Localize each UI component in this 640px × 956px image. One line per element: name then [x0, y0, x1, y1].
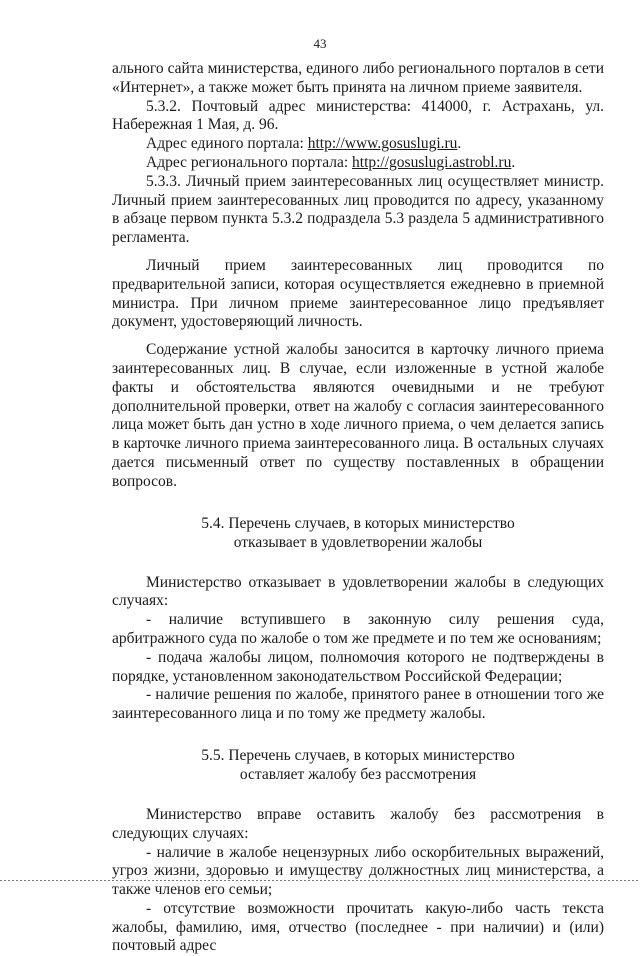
scan-edge-line [0, 880, 640, 881]
document-body [112, 60, 604, 956]
list-item: - наличие вступившего в законную силу решения суда, арбитражного суда по жалобе о том же предмете и по тем же основаниям; [112, 611, 604, 647]
list-item: - наличие решения по жалобе, принятого ранее в отношении того же заинтересованного лица и по тому же предмету жалобы. [112, 686, 604, 723]
label-text: Адрес регионального портала: [146, 153, 353, 171]
paragraph-postal-address: 5.3.2. Почтовый адрес министерства: 414000, г. Астрахань, ул. Набережная 1 Мая, д. 96. [112, 97, 604, 134]
regional-portal-link[interactable]: http://gosuslugi.astrobl.ru [352, 153, 512, 171]
paragraph: 5.3.3. Личный прием заинтересованных лиц осуществляет министр. Личный прием заинтересованных лиц проводится по адресу, указанному в абзаце первом пункта 5.3.2 подраздела 5.3 раздела 5 административного регламента. [112, 172, 604, 247]
page-number: 43 [313, 36, 327, 51]
punctuation: . [457, 135, 462, 153]
punctuation: . [511, 153, 516, 171]
heading-line: 5.5. Перечень случаев, в которых министерство [201, 746, 515, 764]
paragraph: Министерство вправе оставить жалобу без рассмотрения в следующих случаях: [112, 805, 604, 842]
heading-line: 5.4. Перечень случаев, в которых министерство [201, 514, 515, 532]
list-item: - наличие в жалобе нецензурных либо оскорбительных выражений, угроз жизни, здоровью и имуществу должностных лиц министерства, а также членов его семьи; [112, 843, 604, 899]
paragraph-unified-portal [112, 135, 604, 154]
label-text: Адрес единого портала: [146, 135, 308, 153]
paragraph: Личный прием заинтересованных лиц проводится по предварительной записи, которая осуществляется ежедневно в приемной министра. При личном приеме заинтересованное лицо предъявляет документ, удостоверяющий личность. [112, 256, 604, 331]
list-item: - подача жалобы лицом, полномочия которого не подтверждены в порядке, установленном законодательством Российской Федерации; [112, 648, 604, 685]
unified-portal-link[interactable]: http://www.gosuslugi.ru [307, 135, 458, 153]
paragraph-regional-portal [112, 154, 604, 173]
list-item: - отсутствие возможности прочитать какую-либо часть текста жалобы, фамилию, имя, отчество (последнее - при наличии) и (или) почтовый адрес [112, 899, 604, 955]
section-heading-5-5 [112, 746, 604, 784]
heading-line: отказывает в удовлетворении жалобы [233, 533, 483, 551]
section-heading-5-4 [112, 514, 604, 552]
heading-line: оставляет жалобу без рассмотрения [239, 765, 477, 783]
paragraph: ального сайта министерства, единого либо регионального порталов в сети «Интернет», а также может быть принята на личном приеме заявителя. [112, 60, 604, 96]
paragraph: Содержание устной жалобы заносится в карточку личного приема заинтересованных лиц. В случае, если изложенные в устной жалобе факты и обстоятельства являются очевидными и не требуют дополнительной проверки, ответ на жалобу с согласия заинтересованного лица может быть дан устно в ходе личного приема, о чем делается запись в карточке личного приема заинтересованного лица. В остальных случаях дается письменный ответ по существу поставленных в обращении вопросов. [112, 341, 604, 490]
paragraph: Министерство отказывает в удовлетворении жалобы в следующих случаях: [112, 573, 604, 610]
